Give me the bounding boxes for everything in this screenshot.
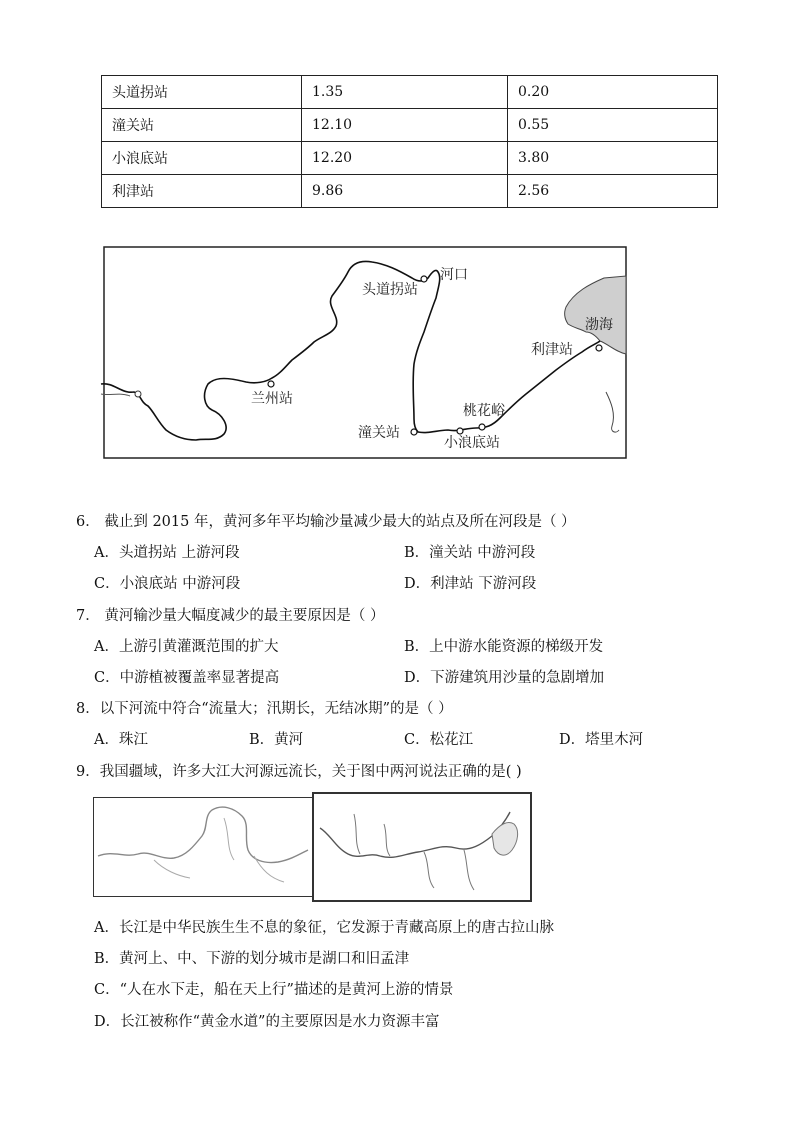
taohuayu-marker (479, 424, 485, 430)
question-6-stem: 6． 截止到 2015 年，黄河多年平均输沙量减少最大的站点及所在河段是（ ） (76, 514, 576, 530)
table-cell-station: 头道拐站 (102, 76, 302, 109)
table-cell-value: 9.86 (302, 175, 508, 208)
table-cell-station: 小浪底站 (102, 142, 302, 175)
lake-marker (135, 391, 141, 397)
label-lanzhou: 兰州站 (251, 391, 293, 407)
question-8-option-c: C．松花江 (404, 732, 474, 748)
thumbnail-river-line (98, 807, 308, 862)
yangtze-river-thumbnail-drawing (314, 794, 530, 900)
thumbnail-river-line (320, 812, 510, 857)
label-taohuayu: 桃花峪 (463, 403, 505, 419)
question-9-stem: 9．我国疆域，许多大江大河源远流长，关于图中两河说法正确的是( ) (76, 764, 522, 780)
table-cell-station: 利津站 (102, 175, 302, 208)
question-7-option-d: D．下游建筑用沙量的急剧增加 (404, 670, 605, 686)
label-toudaoguai: 头道拐站 (362, 282, 418, 298)
lijin-marker (596, 345, 602, 351)
table-cell-value: 0.20 (508, 76, 718, 109)
question-8-option-a: A．珠江 (94, 732, 148, 748)
question-6-option-b: B．潼关站 中游河段 (404, 545, 536, 561)
question-6-option-d: D．利津站 下游河段 (404, 576, 537, 592)
question-6-option-c: C．小浪底站 中游河段 (94, 576, 241, 592)
question-7-stem: 7． 黄河输沙量大幅度减少的最主要原因是（ ） (76, 608, 385, 624)
hekou-marker (421, 276, 427, 282)
question-8-option-b: B．黄河 (249, 732, 304, 748)
yellow-river-map (96, 244, 632, 462)
question-8-option-d: D．塔里木河 (559, 732, 644, 748)
tongguan-marker (411, 429, 417, 435)
label-hekou: 河口 (440, 267, 468, 283)
yellow-river-thumbnail (93, 797, 313, 897)
label-bohai: 渤海 (585, 317, 613, 333)
yangtze-river-thumbnail (312, 792, 532, 902)
label-lijin: 利津站 (531, 342, 573, 358)
question-8-stem: 8．以下河流中符合“流量大；汛期长，无结冰期”的是（ ） (76, 701, 453, 717)
question-6-option-a: A．头道拐站 上游河段 (94, 545, 240, 561)
label-tongguan: 潼关站 (358, 425, 400, 441)
question-9-option-c: C．“人在水下走，船在天上行”描述的是黄河上游的情景 (94, 982, 454, 998)
table-row (102, 76, 718, 109)
table-row (102, 109, 718, 142)
table-cell-station: 潼关站 (102, 109, 302, 142)
table-cell-value: 3.80 (508, 142, 718, 175)
question-7-option-b: B．上中游水能资源的梯级开发 (404, 639, 604, 655)
xiaolangdi-marker (457, 428, 463, 434)
question-9-option-d: D．长江被称作“黄金水道”的主要原因是水力资源丰富 (94, 1014, 440, 1030)
table-cell-value: 0.55 (508, 109, 718, 142)
yellow-river-thumbnail-drawing (94, 798, 312, 896)
table-row (102, 142, 718, 175)
table-cell-value: 1.35 (302, 76, 508, 109)
table-row (102, 175, 718, 208)
table-cell-value: 12.20 (302, 142, 508, 175)
question-7-option-a: A．上游引黄灌溉范围的扩大 (94, 639, 279, 655)
table-cell-value: 2.56 (508, 175, 718, 208)
thumbnail-tributary-line (154, 818, 284, 882)
thumbnail-lake (492, 822, 518, 855)
question-7-option-c: C．中游植被覆盖率显著提高 (94, 670, 280, 686)
table-cell-value: 12.10 (302, 109, 508, 142)
question-9-option-b: B．黄河上、中、下游的划分城市是湖口和旧孟津 (94, 951, 410, 967)
sediment-table (101, 75, 718, 208)
lanzhou-marker (268, 381, 274, 387)
question-9-option-a: A．长江是中华民族生生不息的象征，它发源于青藏高原上的唐古拉山脉 (94, 920, 554, 936)
label-xiaolangdi: 小浪底站 (444, 435, 500, 451)
